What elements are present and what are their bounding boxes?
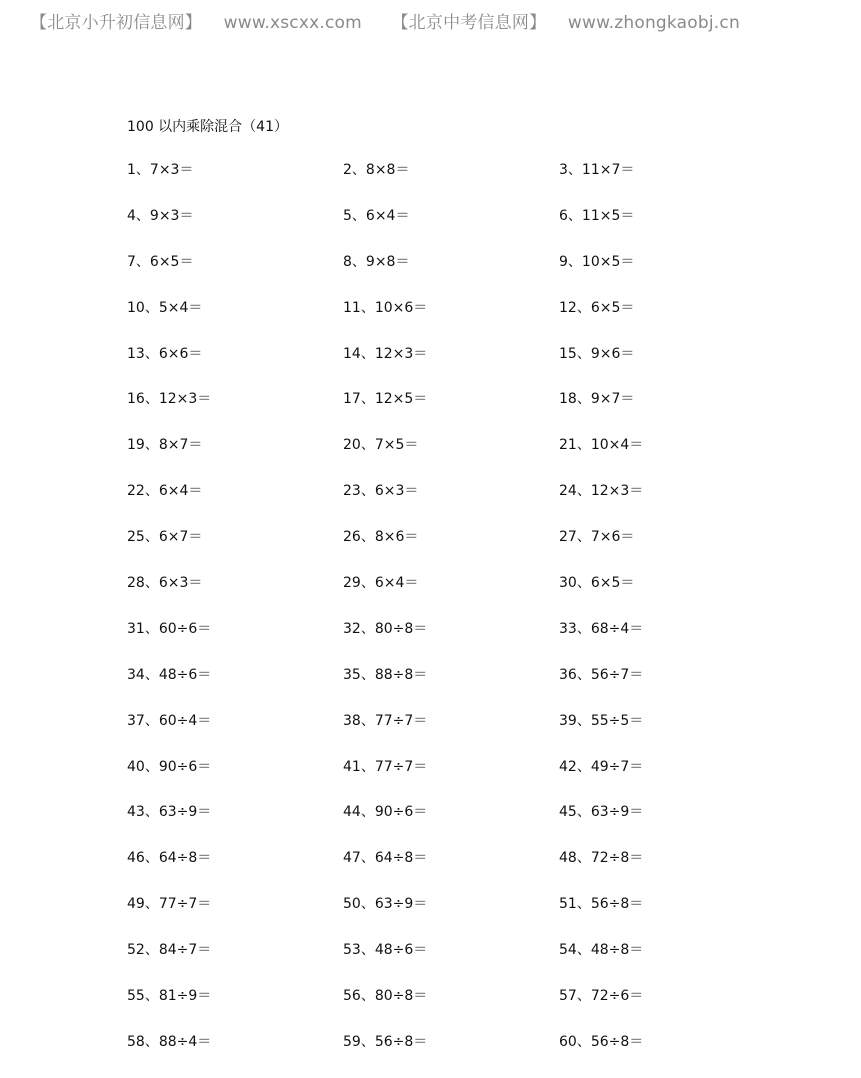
problem-row [127,940,827,986]
problem-item: 32、80÷8＝ [343,620,428,637]
problem-item: 55、81÷9＝ [127,988,212,1005]
problem-item: 11、10×6＝ [343,299,428,316]
problem-item: 30、6×5＝ [559,575,635,592]
problem-item: 25、6×7＝ [127,529,203,546]
problem-item: 45、63÷9＝ [559,804,644,821]
site2-url[interactable]: www.zhongkaobj.cn [567,13,740,33]
problem-item: 19、8×7＝ [127,437,203,454]
problem-item: 47、64÷8＝ [343,850,428,867]
problem-item: 24、12×3＝ [559,483,644,500]
problem-item: 34、48÷6＝ [127,666,212,683]
problem-item: 16、12×3＝ [127,391,212,408]
site1-url[interactable]: www.xscxx.com [223,13,362,33]
problem-item: 56、80÷8＝ [343,988,428,1005]
problem-row [127,389,827,435]
problem-item: 4、9×3＝ [127,207,194,224]
problem-row [127,527,827,573]
problem-item: 50、63÷9＝ [343,896,428,913]
problem-item: 20、7×5＝ [343,437,419,454]
site2-name: 【北京中考信息网】 [391,13,547,33]
problem-item: 33、68÷4＝ [559,620,644,637]
problem-item: 31、60÷6＝ [127,620,212,637]
worksheet-title: 100 以内乘除混合（41） [127,119,288,135]
problem-item: 29、6×4＝ [343,575,419,592]
problem-item: 10、5×4＝ [127,299,203,316]
problem-item: 5、6×4＝ [343,207,410,224]
problem-item: 26、8×6＝ [343,529,419,546]
problem-item: 28、6×3＝ [127,575,203,592]
problem-item: 54、48÷8＝ [559,942,644,959]
problem-row [127,435,827,481]
problem-item: 57、72÷6＝ [559,988,644,1005]
problem-row [127,481,827,527]
problem-item: 49、77÷7＝ [127,896,212,913]
problem-row [127,757,827,803]
problem-row [127,619,827,665]
problem-item: 3、11×7＝ [559,162,635,178]
problem-row [127,298,827,344]
problem-item: 37、60÷4＝ [127,712,212,729]
problem-row [127,802,827,848]
problem-item: 36、56÷7＝ [559,666,644,683]
problem-item: 18、9×7＝ [559,391,635,408]
problem-item: 38、77÷7＝ [343,712,428,729]
problem-row [127,848,827,894]
problem-item: 13、6×6＝ [127,345,203,362]
problem-item: 8、9×8＝ [343,253,410,270]
problem-item: 22、6×4＝ [127,483,203,500]
problem-item: 39、55÷5＝ [559,712,644,729]
problem-item: 42、49÷7＝ [559,758,644,775]
problem-item: 1、7×3＝ [127,162,194,178]
problem-item: 35、88÷8＝ [343,666,428,683]
problem-row [127,160,827,206]
problem-item: 52、84÷7＝ [127,942,212,959]
problem-item: 14、12×3＝ [343,345,428,362]
problem-row [127,1032,827,1078]
problem-item: 21、10×4＝ [559,437,644,454]
problem-item: 48、72÷8＝ [559,850,644,867]
problem-item: 58、88÷4＝ [127,1033,212,1050]
problem-item: 59、56÷8＝ [343,1033,428,1050]
problem-item: 7、6×5＝ [127,253,194,270]
problem-row [127,986,827,1032]
problem-row [127,711,827,757]
problem-item: 43、63÷9＝ [127,804,212,821]
problem-item: 40、90÷6＝ [127,758,212,775]
problem-row [127,206,827,252]
problem-grid [127,160,827,1078]
problem-item: 12、6×5＝ [559,299,635,316]
problem-item: 27、7×6＝ [559,529,635,546]
problem-item: 46、64÷8＝ [127,850,212,867]
problem-item: 41、77÷7＝ [343,758,428,775]
problem-item: 53、48÷6＝ [343,942,428,959]
problem-row [127,252,827,298]
problem-row [127,573,827,619]
problem-item: 23、6×3＝ [343,483,419,500]
problem-item: 44、90÷6＝ [343,804,428,821]
problem-item: 60、56÷8＝ [559,1033,644,1050]
problem-item: 9、10×5＝ [559,253,635,270]
problem-row [127,894,827,940]
problem-row [127,344,827,390]
problem-item: 17、12×5＝ [343,391,428,408]
site1-name: 【北京小升初信息网】 [30,13,202,33]
problem-item: 51、56÷8＝ [559,896,644,913]
problem-item: 15、9×6＝ [559,345,635,362]
problem-item: 6、11×5＝ [559,207,635,224]
page-header [30,8,756,33]
problem-row [127,665,827,711]
problem-item: 2、8×8＝ [343,162,410,178]
